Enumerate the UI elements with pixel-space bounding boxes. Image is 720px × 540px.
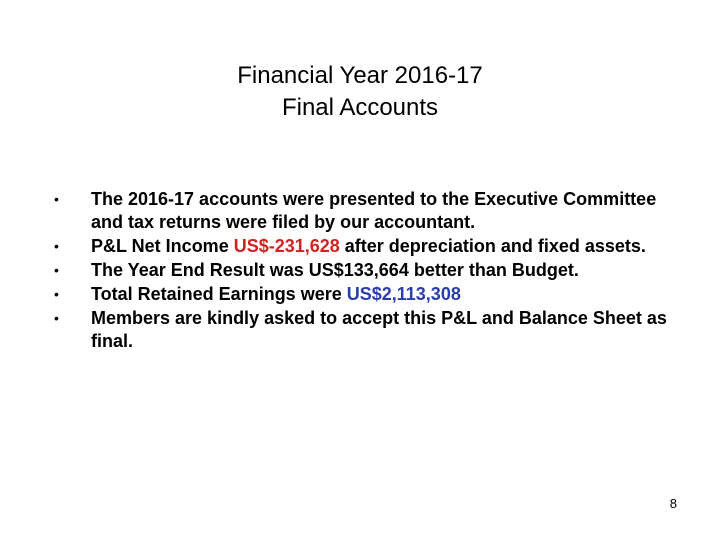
bullet-text-prefix: Total Retained Earnings were: [91, 284, 347, 304]
bullet-icon: •: [54, 310, 59, 326]
bullet-list: [54, 188, 674, 354]
bullet-icon: •: [54, 191, 59, 207]
bullet-icon: •: [54, 262, 59, 278]
bullet-text: Members are kindly asked to accept this P&L and Balance Sheet as final.: [91, 308, 667, 351]
bullet-text: The 2016-17 accounts were presented to the Executive Committee and tax returns were filed by our accountant.: [91, 189, 657, 232]
net-income-amount: US$-231,628: [233, 236, 340, 256]
bullet-item-year-end-result: [54, 259, 674, 282]
title-line-2: Final Accounts: [281, 94, 439, 122]
bullet-icon: •: [54, 238, 59, 254]
bullet-icon: •: [54, 286, 59, 302]
page-number: 8: [669, 496, 677, 511]
bullet-item-presentation: [54, 188, 674, 234]
bullet-text-suffix: after depreciation and fixed assets.: [339, 236, 646, 256]
retained-earnings-amount: US$2,113,308: [346, 284, 461, 304]
bullet-item-retained-earnings: [54, 283, 674, 306]
bullet-text-prefix: P&L Net Income: [91, 236, 234, 256]
bullet-item-net-income: [54, 235, 674, 258]
bullet-text: The Year End Result was US$133,664 better than Budget.: [91, 260, 579, 280]
slide-title: [0, 60, 720, 124]
title-line-1: Financial Year 2016-17: [237, 62, 483, 90]
bullet-item-members-request: [54, 307, 674, 353]
